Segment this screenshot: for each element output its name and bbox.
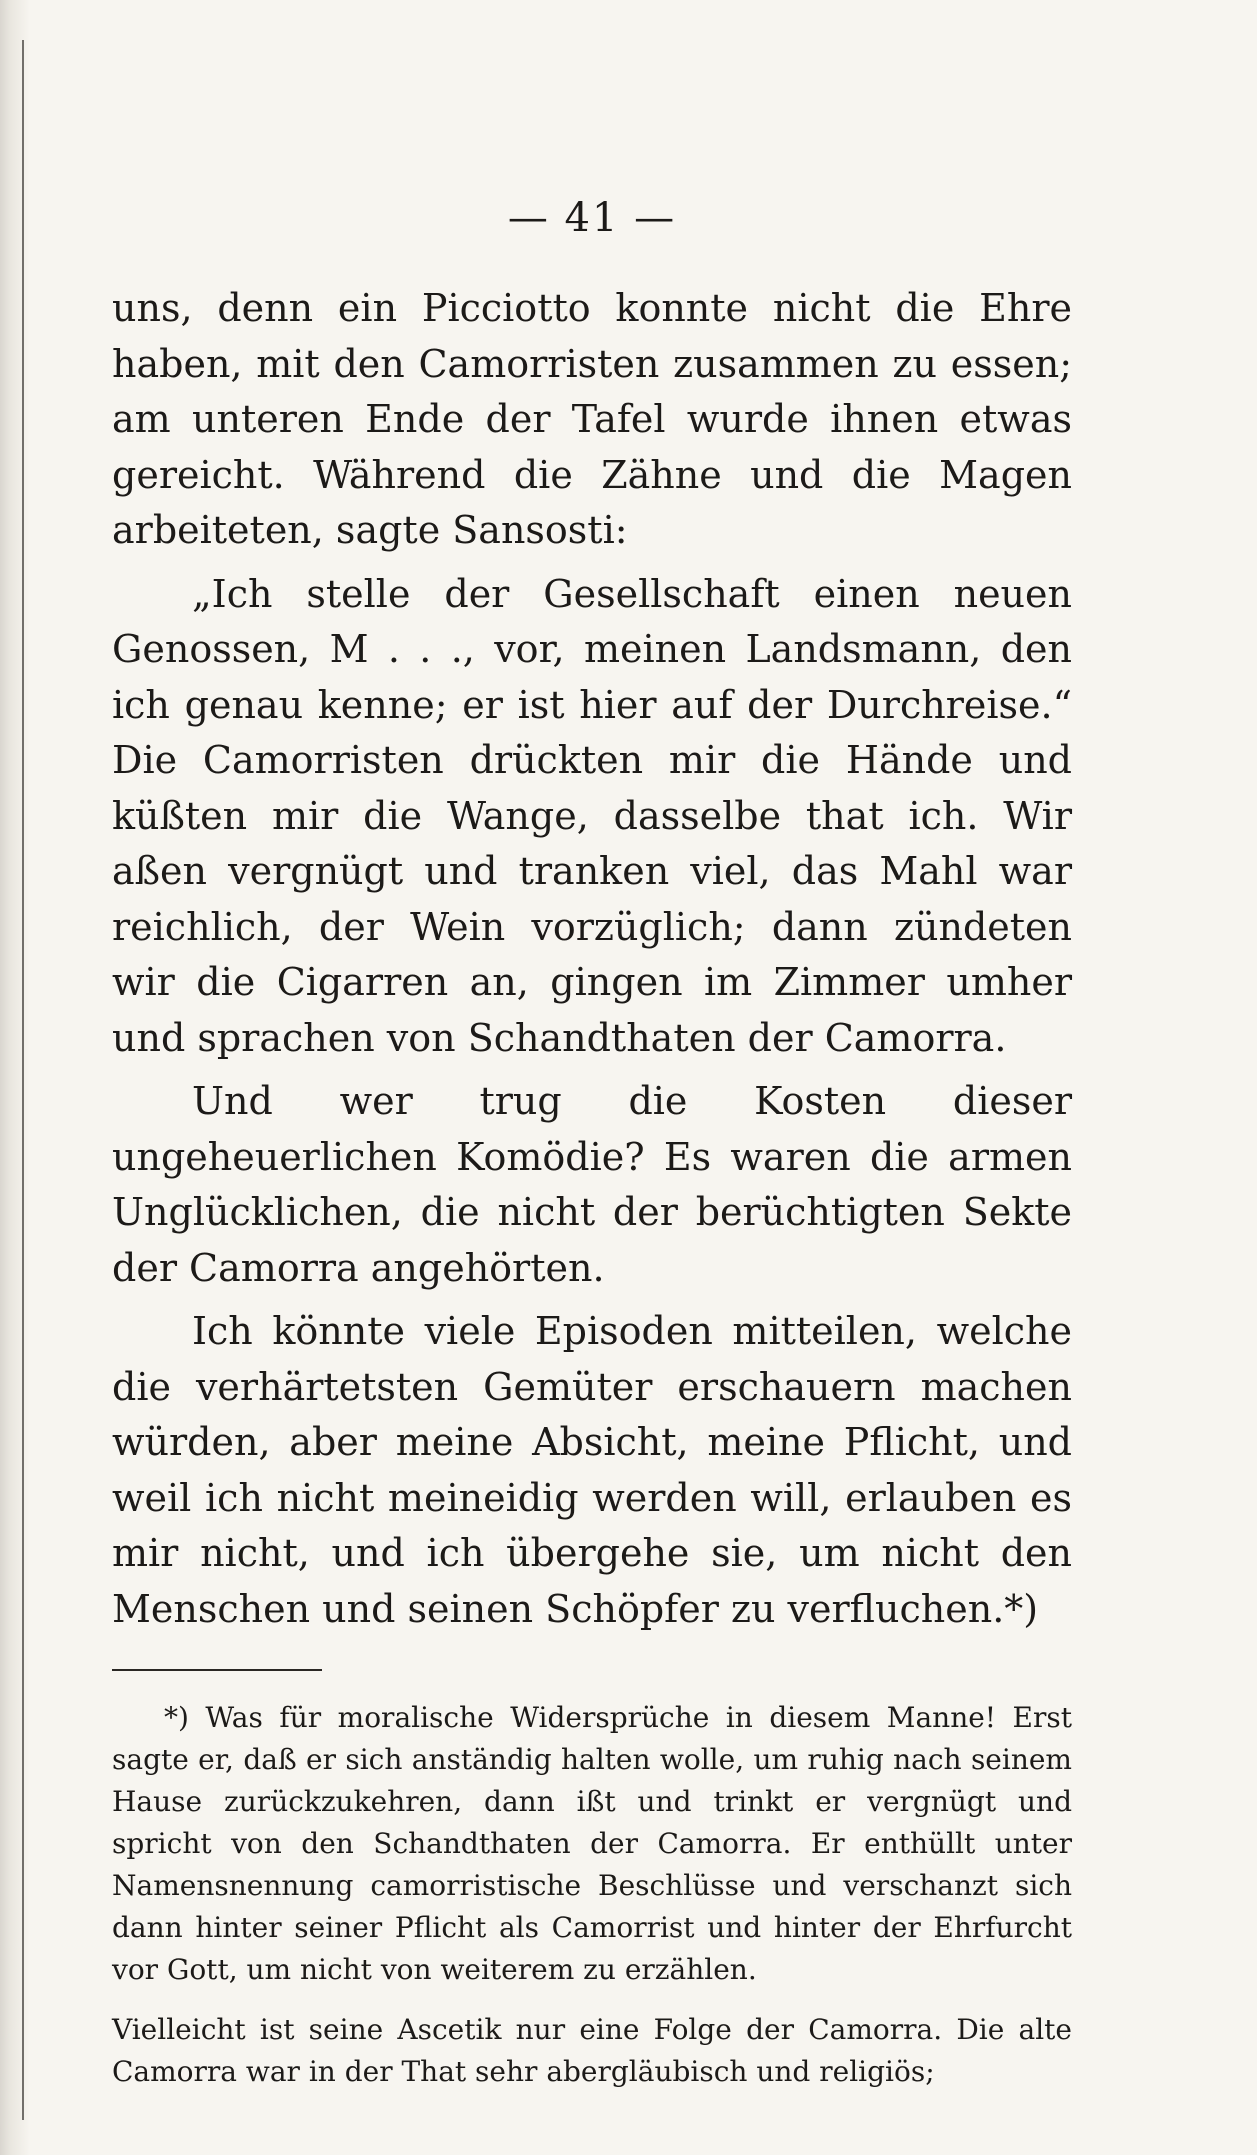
gutter-edge (22, 40, 24, 2120)
body-paragraph-1: uns, denn ein Picciotto konnte nicht die Ehre haben, mit den Camorristen zusammen zu essen; am unteren Ende der Tafel wurde ihnen etwas gereicht. Während die Zähne und die Magen arbeiteten, sagte Sansosti: (112, 286, 1072, 552)
book-page (112, 195, 1072, 2111)
body-paragraph-4: Ich könnte viele Episoden mitteilen, welche die verhärtetsten Gemüter erschauern machen würden, aber meine Absicht, meine Pflicht, und weil ich nicht meineidig werden will, erlauben es mir nicht, und ich übergehe sie, um nicht den Menschen und seinen Schöpfer zu verfluchen.*) (112, 1309, 1072, 1631)
footnote-divider (112, 1669, 322, 1671)
body-paragraph-3: Und wer trug die Kosten dieser ungeheuerlichen Komödie? Es waren die armen Unglücklichen, die nicht der berüchtigten Sekte der Camorra angehörten. (112, 1079, 1072, 1290)
footnote-continuation: Vielleicht ist seine Ascetik nur eine Folge der Camorra. Die alte Camorra war in der That sehr abergläubisch und religiös; (112, 2013, 1072, 2088)
footnote-1: *) Was für moralische Widersprüche in diesem Manne! Erst sagte er, daß er sich anständig halten wolle, um ruhig nach seinem Hause zurückzukehren, dann ißt und trinkt er vergnügt und spricht von den Schandthaten der Camorra. Er enthüllt unter Namensnennung camorristische Beschlüsse und verschanzt sich dann hinter seiner Pflicht als Camorrist und hinter der Ehrfurcht vor Gott, um nicht von weiterem zu erzählen. (112, 1701, 1072, 1986)
body-paragraph-2: „Ich stelle der Gesellschaft einen neuen Genossen, M . . ., vor, meinen Landsmann, den ich genau kenne; er ist hier auf der Durchreise.“ Die Camorristen drückten mir die Hände und küßten mir die Wange, dasselbe that ich. Wir aßen vergnügt und tranken viel, das Mahl war reichlich, der Wein vorzüglich; dann zündeten wir die Cigarren an, gingen im Zimmer umher und sprachen von Schandthaten der Camorra. (112, 571, 1072, 1060)
book-spine-shadow (0, 0, 30, 2155)
page-number: — 41 — (507, 195, 677, 241)
